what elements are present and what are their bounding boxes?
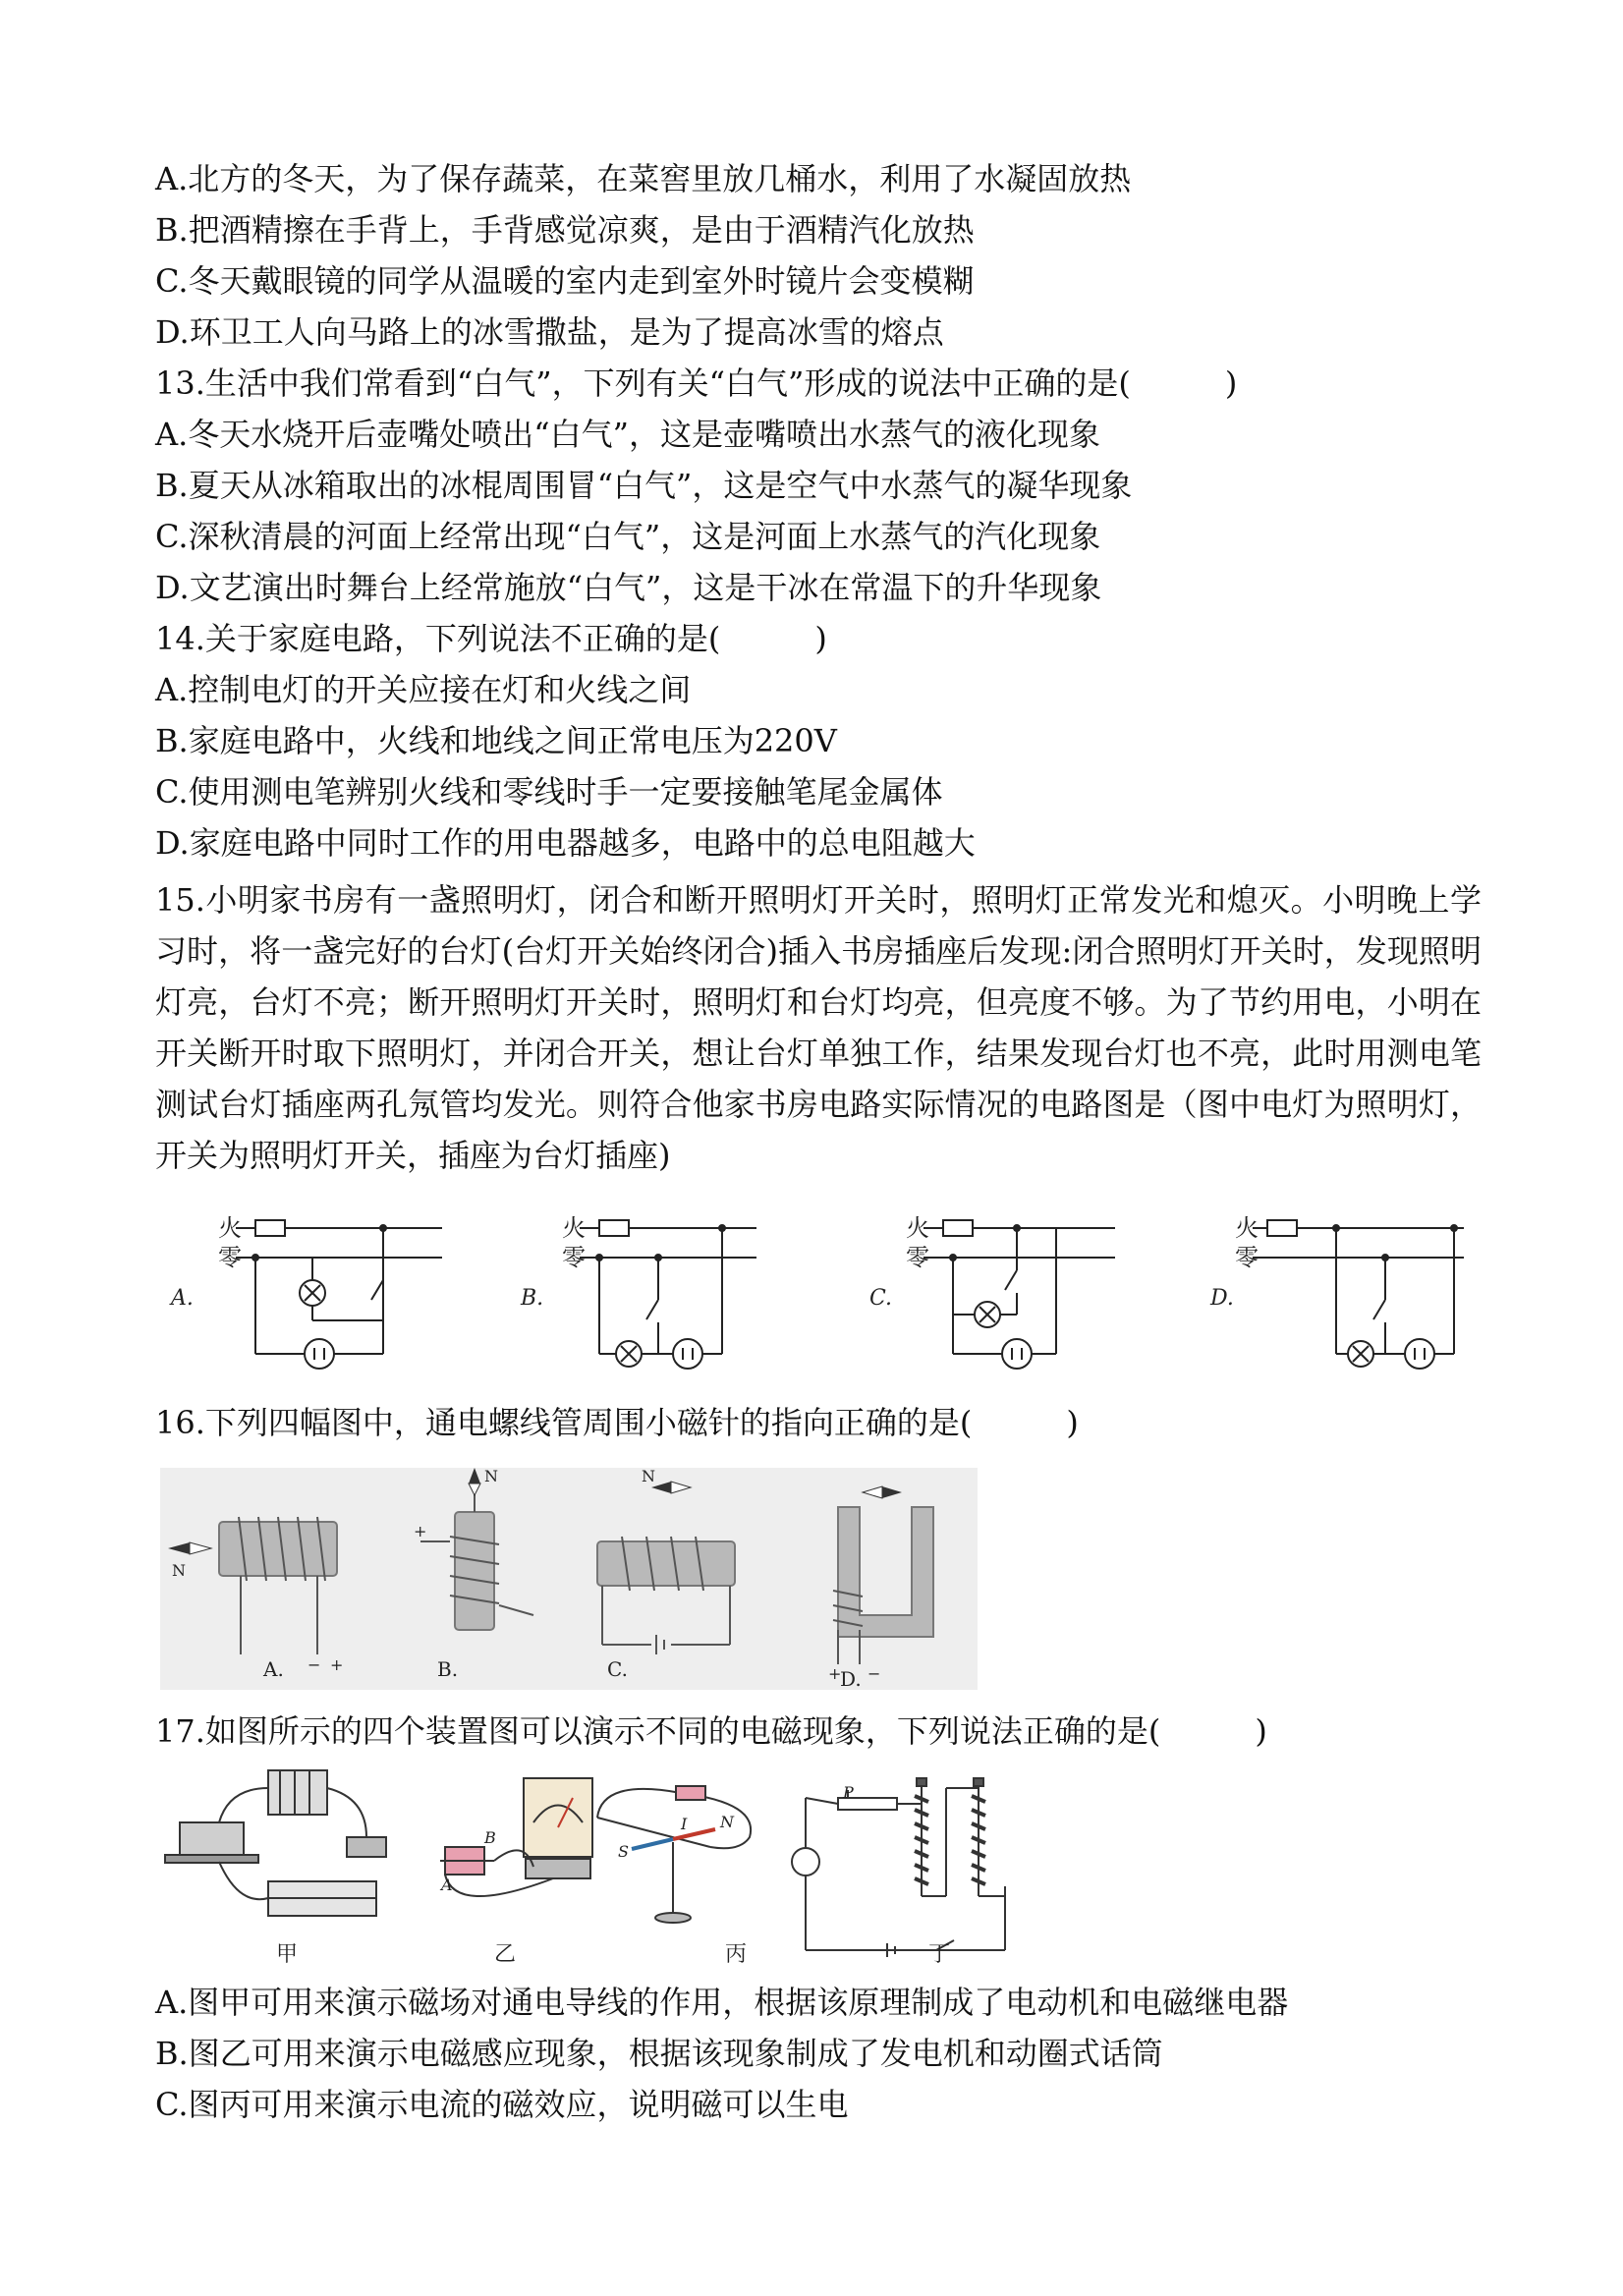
solenoid-c — [597, 1541, 735, 1586]
minus-a: − — [308, 1655, 321, 1674]
q15-circuit-figure — [157, 1206, 1493, 1393]
q12-option-b: B.把酒精擦在手背上，手背感觉凉爽，是由于酒精汽化放热 — [155, 211, 975, 249]
rod-a: A — [441, 1876, 453, 1894]
q12-option-d: D.环卫工人向马路上的冰雪撒盐，是为了提高冰雪的熔点 — [155, 313, 944, 351]
q12-option-c: C.冬天戴眼镜的同学从温暖的室内走到室外时镜片会变模糊 — [155, 262, 975, 300]
neutral-label-b: 零 — [562, 1244, 586, 1271]
live-label-d: 火 — [1235, 1214, 1259, 1242]
circuit-option-c — [923, 1220, 1115, 1369]
current-label: I — [681, 1815, 688, 1833]
circuit-option-a — [236, 1220, 442, 1369]
live-label-c: 火 — [906, 1214, 929, 1242]
circuit-label-d: D. — [1210, 1286, 1234, 1311]
q12-option-a: A.北方的冬天，为了保存蔬菜，在菜窖里放几桶水，利用了水凝固放热 — [155, 160, 1132, 197]
q14-option-a: A.控制电灯的开关应接在灯和火线之间 — [155, 671, 692, 708]
q16-stem: 16.下列四幅图中，通电螺线管周围小磁针的指向正确的是( ) — [155, 1404, 1079, 1441]
live-label-a: 火 — [218, 1214, 242, 1242]
plus-a: + — [330, 1655, 344, 1674]
caption-b: B. — [437, 1657, 459, 1681]
plus-d: + — [828, 1664, 842, 1683]
q13-option-d: D.文艺演出时舞台上经常施放“白气”，这是干冰在常温下的升华现象 — [155, 569, 1102, 606]
q14-option-b: B.家庭电路中，火线和地线之间正常电压为220V — [155, 722, 837, 759]
caption-a: A. — [263, 1657, 284, 1681]
caption-d: D. — [840, 1667, 862, 1690]
q14-option-c: C.使用测电笔辨别火线和零线时手一定要接触笔尾金属体 — [155, 773, 943, 811]
caption-jia: 甲 — [276, 1942, 299, 1965]
needle-label-n-c: N — [642, 1468, 655, 1485]
q15-stem: 15.小明家书房有一盏照明灯，闭合和断开照明灯开关时，照明灯正常发光和熄灭。小明晚上学习时，将一盏完好的台灯(台灯开关始终闭合)插入书房插座后发现:闭合照明灯开关时，发现照明灯亮，台灯不亮；断开照明灯开关时，照明灯和台灯均亮，但亮度不够。为了节约用电，小明在开关断开时取下照明灯，并闭合开关，想让台灯单独工作，结果发现台灯也不亮，此时用测电笔测试台灯插座两孔氖管均发光。则符合他家书房电路实际情况的电路图是（图中电灯为照明灯，开关为照明灯开关，插座为台灯插座) — [155, 881, 1482, 1174]
q17-option-b: B.图乙可用来演示电磁感应现象，根据该现象制成了发电机和动圈式话筒 — [155, 2035, 1163, 2072]
apparatus-ding — [792, 1778, 1005, 1957]
caption-bing: 丙 — [725, 1942, 748, 1965]
pole-s: S — [618, 1842, 629, 1861]
q17-option-a: A.图甲可用来演示磁场对通电导线的作用，根据该原理制成了电动机和电磁继电器 — [155, 1984, 1289, 2021]
q13-option-c: C.深秋清晨的河面上经常出现“白气”，这是河面上水蒸气的汽化现象 — [155, 518, 1101, 555]
slider-p: P — [843, 1783, 854, 1802]
plus-b: + — [414, 1522, 427, 1540]
neutral-label-c: 零 — [906, 1244, 929, 1271]
rod-b: B — [484, 1828, 496, 1847]
circuit-label-c: C. — [869, 1286, 893, 1311]
apparatus-yi — [440, 1778, 592, 1896]
solenoid-b — [455, 1512, 494, 1630]
q14-option-d: D.家庭电路中同时工作的用电器越多，电路中的总电阻越大 — [155, 824, 976, 862]
q17-apparatus-figure — [160, 1768, 1064, 1965]
needle-label-n-b: N — [484, 1468, 498, 1485]
needle-label-n-a: N — [172, 1561, 186, 1580]
q14-stem: 14.关于家庭电路，下列说法不正确的是( ) — [155, 620, 827, 657]
q16-solenoid-figure — [160, 1468, 978, 1690]
neutral-label-d: 零 — [1235, 1244, 1259, 1271]
minus-d: − — [867, 1664, 881, 1683]
q17-option-c: C.图丙可用来演示电流的磁效应，说明磁可以生电 — [155, 2086, 849, 2123]
caption-ding: 丁 — [928, 1942, 951, 1965]
caption-c: C. — [607, 1657, 628, 1681]
circuit-option-b — [580, 1220, 756, 1369]
q17-stem: 17.如图所示的四个装置图可以演示不同的电磁现象，下列说法正确的是( ) — [155, 1712, 1267, 1750]
q13-stem: 13.生活中我们常看到“白气”，下列有关“白气”形成的说法中正确的是( ) — [155, 364, 1238, 402]
caption-yi: 乙 — [494, 1942, 517, 1965]
q13-option-a: A.冬天水烧开后壶嘴处喷出“白气”，这是壶嘴喷出水蒸气的液化现象 — [155, 416, 1101, 453]
circuit-label-a: A. — [171, 1286, 194, 1311]
circuit-option-d — [1253, 1220, 1464, 1369]
neutral-label-a: 零 — [218, 1244, 242, 1271]
apparatus-jia — [165, 1770, 386, 1916]
q13-option-b: B.夏天从冰箱取出的冰棍周围冒“白气”，这是空气中水蒸气的凝华现象 — [155, 467, 1133, 504]
live-label-b: 火 — [562, 1214, 586, 1242]
pole-n: N — [720, 1813, 734, 1831]
circuit-label-b: B. — [521, 1286, 544, 1311]
